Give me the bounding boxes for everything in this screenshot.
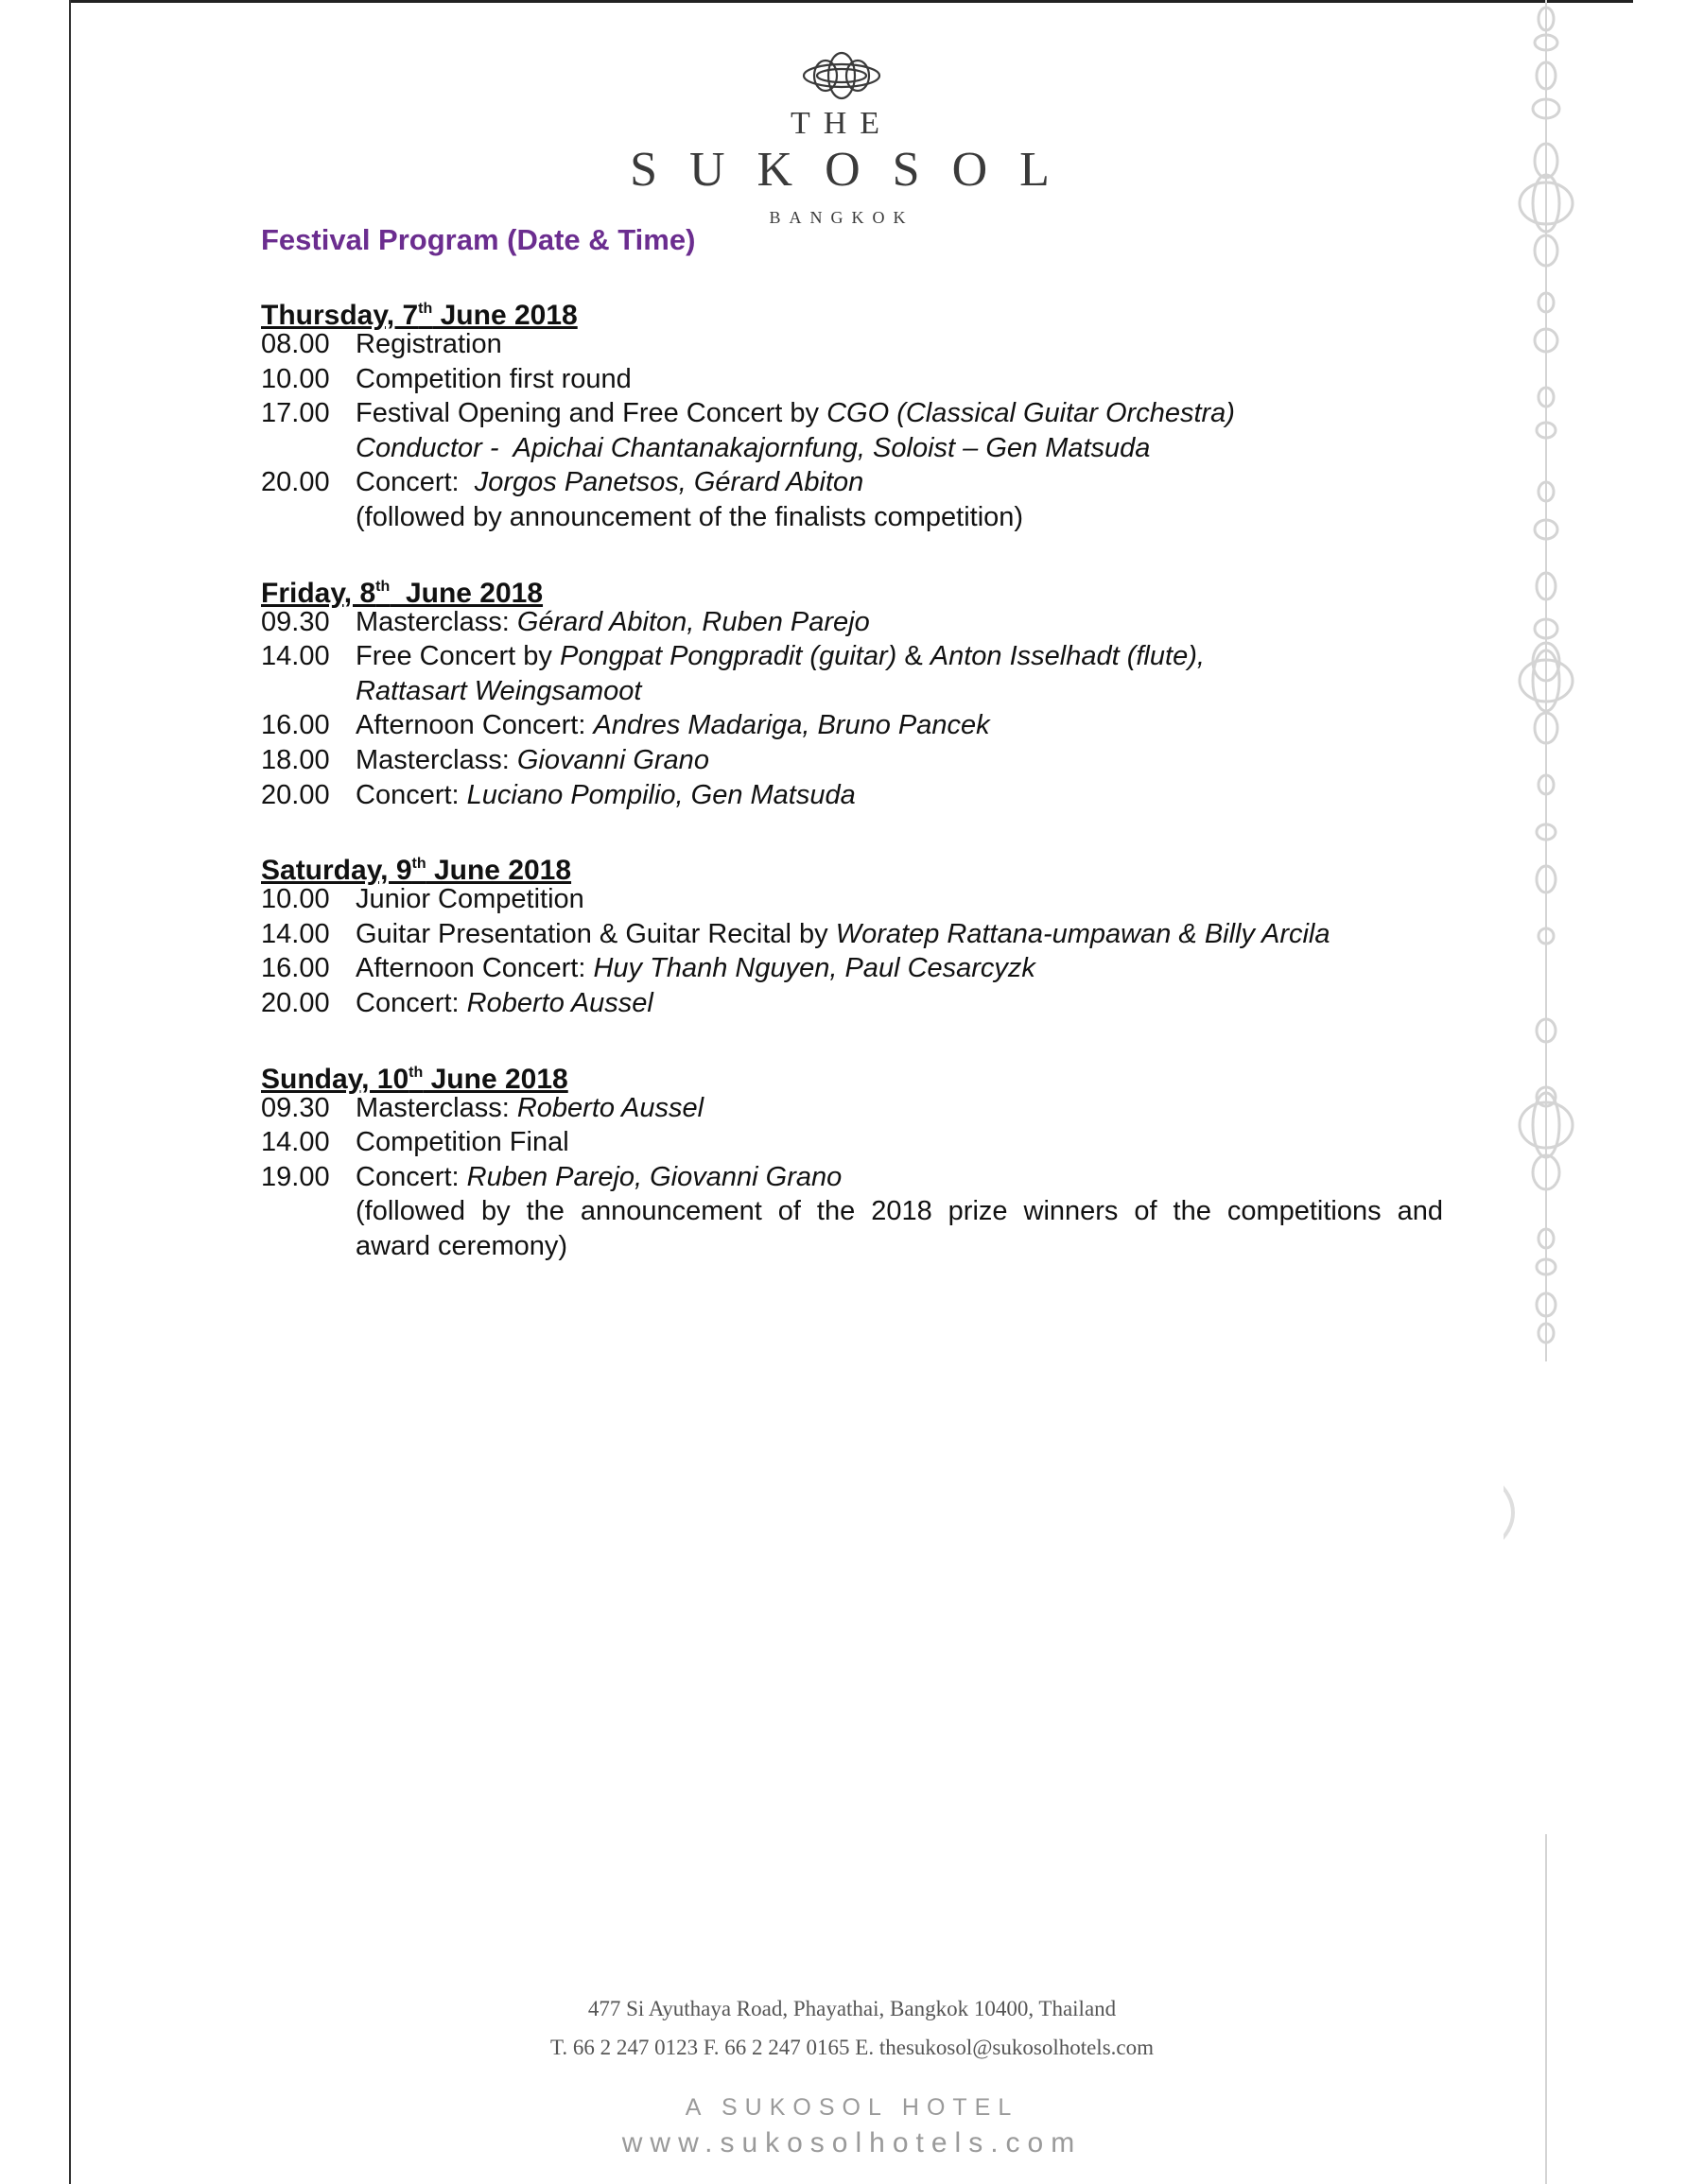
event-description: Free Concert by Pongpat Pongpradit (guitar) & Anton Isselhadt (flute),: [356, 641, 1205, 672]
event-time: 16.00: [261, 953, 330, 984]
event-time: 08.00: [261, 329, 330, 359]
event-time: 19.00: [261, 1161, 330, 1192]
event-time: 20.00: [261, 987, 330, 1018]
event-time: 09.30: [261, 1092, 330, 1123]
day-section: [261, 846, 1443, 1020]
event-description: Concert: Ruben Parejo, Giovanni Grano: [356, 1161, 843, 1192]
day-heading: Friday, 8th June 2018: [261, 577, 544, 609]
schedule-row: [261, 639, 1443, 674]
knot-ornament-column: [1504, 0, 1636, 2184]
schedule-row: [261, 362, 1443, 397]
schedule-row: [261, 708, 1443, 743]
page-border-left: [69, 0, 71, 2184]
day-heading: Sunday, 10th June 2018: [261, 1063, 568, 1095]
event-description: Masterclass: Roberto Aussel: [356, 1092, 704, 1123]
schedule-row: [261, 1091, 1443, 1126]
event-description: Registration: [356, 329, 502, 359]
schedule-row: [261, 986, 1443, 1021]
footer-website: www.sukosolhotels.com: [621, 2127, 1083, 2158]
day-section: [261, 569, 1443, 813]
logo-name: SUKOSOL: [630, 143, 1082, 197]
event-description: Festival Opening and Free Concert by CGO (Classical Guitar Orchestra): [356, 398, 1235, 429]
event-description: Afternoon Concert: Andres Madariga, Bruno Pancek: [356, 710, 990, 741]
event-time: 10.00: [261, 363, 330, 394]
event-continuation: award ceremony): [356, 1230, 568, 1261]
event-time: 16.00: [261, 710, 330, 741]
event-description: Concert: Roberto Aussel: [356, 987, 653, 1018]
day-heading: Thursday, 7th June 2018: [261, 300, 578, 331]
schedule-row: [261, 1160, 1443, 1195]
day-section: [261, 291, 1443, 535]
schedule-row: [261, 778, 1443, 813]
document-title: Festival Program (Date & Time): [261, 223, 696, 256]
event-continuation: Rattasart Weingsamoot: [356, 675, 642, 706]
event-time: 14.00: [261, 918, 330, 949]
event-description: Guitar Presentation & Guitar Recital by Woratep Rattana-umpawan & Billy Arcila: [356, 918, 1330, 949]
event-time: 18.00: [261, 744, 330, 775]
day-section: [261, 1055, 1443, 1264]
event-description: Junior Competition: [356, 884, 584, 915]
event-description: Afternoon Concert: Huy Thanh Nguyen, Paul Cesarcyzk: [356, 953, 1035, 984]
event-time: 10.00: [261, 884, 330, 915]
logo-city: BANGKOK: [769, 208, 914, 227]
footer-address: 477 Si Ayuthaya Road, Phayathai, Bangkok 10400, Thailand: [587, 1997, 1117, 2020]
event-continuation: Conductor - Apichai Chantanakajornfung, Soloist – Gen Matsuda: [356, 432, 1151, 463]
page-border-top: [69, 0, 1633, 3]
event-time: 17.00: [261, 398, 330, 429]
event-description: Concert: Luciano Pompilio, Gen Matsuda: [356, 779, 856, 810]
schedule-row: [261, 917, 1443, 952]
event-time: 20.00: [261, 779, 330, 810]
event-time: 20.00: [261, 467, 330, 498]
logo-the: THE: [790, 106, 894, 141]
footer-brand: A SUKOSOL HOTEL: [685, 2094, 1019, 2121]
event-continuation: (followed by announcement of the finalists competition): [356, 501, 1024, 532]
schedule-row: [261, 743, 1443, 778]
schedule-row: [261, 605, 1443, 640]
day-heading: Saturday, 9th June 2018: [261, 855, 572, 887]
schedule-row: [261, 882, 1443, 917]
event-description: Concert: Jorgos Panetsos, Gérard Abiton: [356, 467, 864, 498]
schedule-row: [261, 951, 1443, 986]
hotel-logo: [567, 49, 1116, 229]
schedule-row: [261, 396, 1443, 431]
schedule-row: [261, 327, 1443, 362]
program-schedule: [261, 291, 1443, 1297]
schedule-row: [261, 465, 1443, 500]
event-time: 14.00: [261, 641, 330, 672]
event-description: Competition first round: [356, 363, 632, 394]
footer-contact: T. 66 2 247 0123 F. 66 2 247 0165 E. thesukosol@sukosolhotels.com: [550, 2036, 1154, 2059]
event-description: Masterclass: Giovanni Grano: [356, 744, 709, 775]
schedule-row: [261, 1125, 1443, 1160]
event-description: Masterclass: Gérard Abiton, Ruben Parejo: [356, 606, 870, 637]
event-description: Competition Final: [356, 1127, 569, 1158]
event-time: 14.00: [261, 1127, 330, 1158]
event-continuation: (followed by the announcement of the 2018 prize winners of the competitions and: [356, 1196, 1443, 1227]
knot-logo-icon: [799, 49, 884, 102]
event-time: 09.30: [261, 606, 330, 637]
